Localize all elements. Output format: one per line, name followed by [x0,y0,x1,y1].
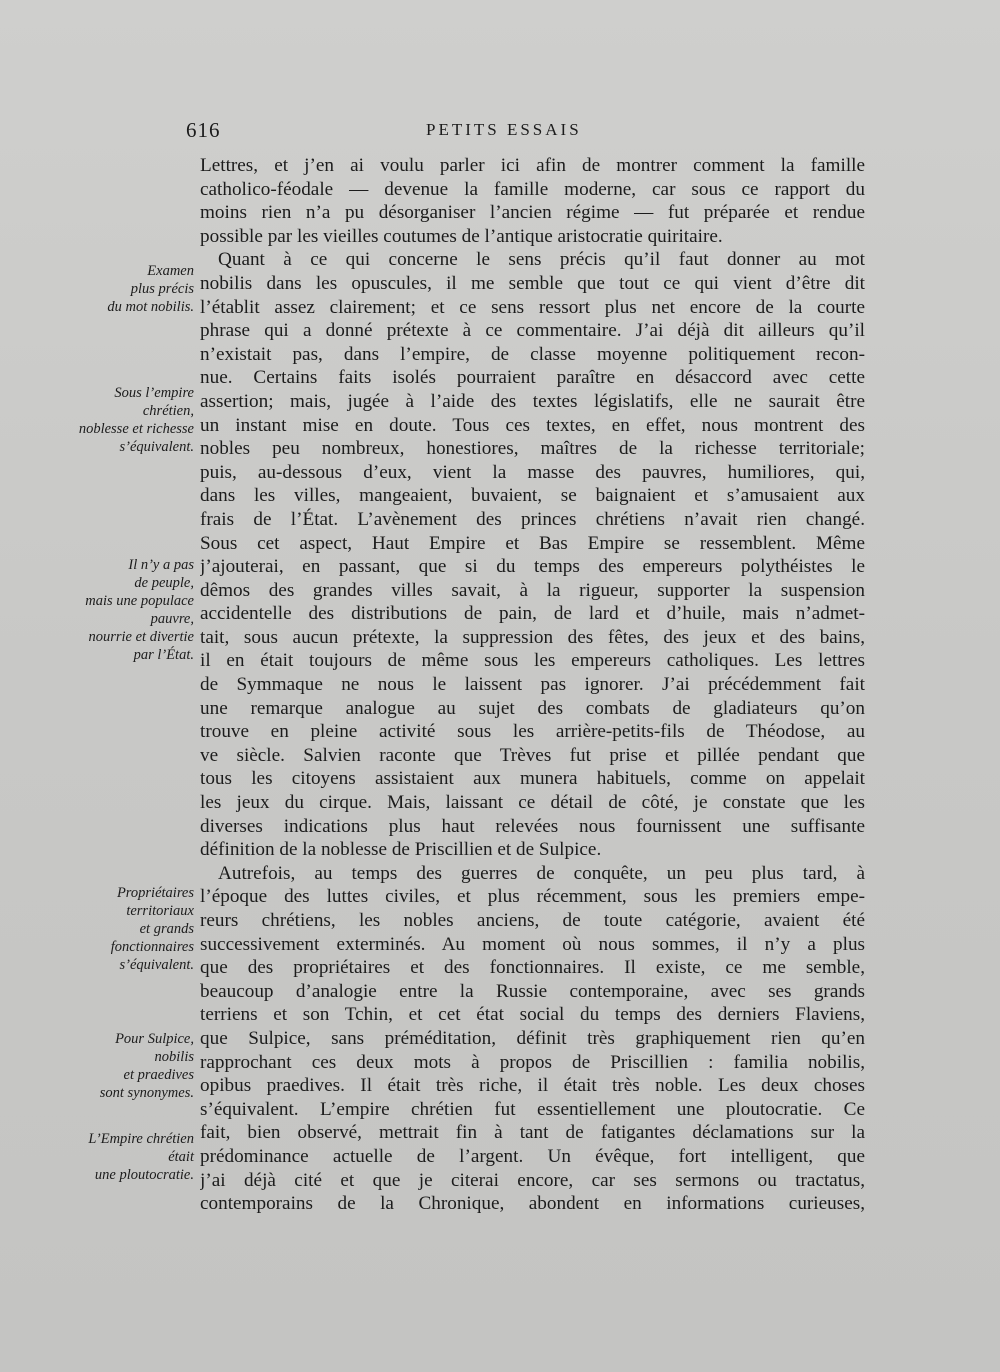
sidenote-line: et grands [139,921,194,937]
text-line: s’équivalent. L’empire chrétien fut essentiellement une ploutocratie. Ce [200,1098,865,1120]
sidenote-proprietaires [58,884,194,974]
text-line: Lettres, et j’en ai voulu parler ici afin de montrer comment la famille [200,155,865,176]
text-line: terriens et son Tchin, et cet état social du temps des derniers Flaviens, [200,1004,865,1026]
sidenote-line: et praedives [123,1067,194,1083]
text-line: trouve en pleine activité sous les arrière-petits-fils de Théodose, au [200,721,865,743]
text-line: l’établit assez clairement; et ce sens ressort plus net encore de la courte [200,296,865,318]
text-line: les jeux du cirque. Mais, laissant ce détail de côté, je constate que les [200,792,865,814]
sidenote-line: par l’État. [133,647,194,663]
sidenote-line: plus précis [130,281,194,297]
text-line: phrase qui a donné prétexte à ce commentaire. J’ai déjà dit ailleurs qu’il [200,320,865,342]
body-text [200,154,865,1216]
running-head [186,118,866,148]
text-line: contemporains de la Chronique, abondent en informations curieuses, [200,1193,865,1215]
sidenote-line: noblesse et richesse [78,421,194,437]
text-line: Quant à ce qui concerne le sens précis qu’il faut donner au mot [218,249,865,271]
sidenote-line: nobilis [154,1049,194,1065]
text-line: beaucoup d’analogie entre la Russie contemporaine, avec ses grands [200,980,865,1002]
text-line: moins rien n’a pu désorganiser l’ancien régime — fut préparée et rendue [200,202,865,224]
text-line: frais de l’État. L’avènement des princes chrétiens n’avait rien changé. [200,508,865,530]
text-line: que Sulpice, sans préméditation, définit très graphiquement rien qu’en [200,1027,865,1049]
text-line: il en était toujours de même sous les empereurs catholiques. Les lettres [200,650,865,672]
sidenote-sulpice [58,1030,194,1102]
sidenote-line: Examen [147,263,194,279]
text-line: puis, au-dessous d’eux, vient la masse des pauvres, humiliores, qui, [200,461,865,483]
text-line: l’époque des luttes civiles, et plus récemment, sous les premiers empe- [200,886,865,908]
text-line: que des propriétaires et des fonctionnaires. Il existe, ce me semble, [200,957,865,979]
sidenote-populace [58,556,194,664]
sidenote-line: chrétien, [142,403,194,419]
sidenote-line: était [168,1149,194,1165]
text-line: dans les villes, mangeaient, buvaient, se baignaient et s’amusaient aux [200,485,865,507]
text-line: successivement exterminés. Au moment où nous sommes, il n’y a plus [200,933,865,955]
text-line: prédominance actuelle de l’argent. Un évêque, fort intelligent, que [200,1145,865,1167]
sidenote-line: s’équivalent. [119,439,194,455]
sidenote-noblesse-richesse [58,384,194,456]
text-line: n’existait pas, dans l’empire, de classe moyenne politiquement recon- [200,343,865,365]
sidenote-line: fonctionnaires [110,939,194,955]
text-line: possible par les vieilles coutumes de l’antique aristocratie quiritaire. [200,225,723,247]
text-line: une remarque analogue au sujet des combats de gladiateurs qu’on [200,697,865,719]
sidenote-line: de peuple, [134,575,194,591]
sidenote-line: territoriaux [126,903,194,919]
text-line: de Symmaque ne nous le laissent pas ignorer. J’ai précédemment fait [200,674,865,696]
text-line: ve siècle. Salvien raconte que Trèves fut prise et pillée pendant que [200,744,865,766]
text-line: opibus praedives. Il était très riche, il était très noble. Les deux choses [200,1075,865,1097]
sidenote-line: Pour Sulpice, [115,1031,194,1047]
running-title: PETITS ESSAIS [426,120,582,139]
text-line: nobles peu nombreux, honestiores, maîtres de la richesse territoriale; [200,438,865,460]
sidenote-line: L’Empire chrétien [88,1131,194,1147]
page-number: 616 [186,118,221,142]
sidenote-line: pauvre, [150,611,194,627]
text-line: reurs chrétiens, les nobles anciens, de toute catégorie, avaient été [200,910,865,931]
sidenote-line: Sous l’empire [114,385,194,401]
text-line: fait, bien observé, mettrait fin à tant de fatigantes déclamations sur la [200,1122,865,1144]
text-line: diverses indications plus haut relevées nous fournissent une suffisante [200,815,865,837]
sidenote-line: Il n’y a pas [128,557,194,573]
text-line: assertion; mais, jugée à l’aide des textes législatifs, elle ne saurait être [200,390,865,412]
text-line: nue. Certains faits isolés pourraient paraître en désaccord avec cette [200,367,865,389]
text-line: j’ai déjà cité et que je citerai encore, car ses sermons ou tractatus, [200,1169,865,1191]
text-line: catholico-féodale — devenue la famille moderne, car sous ce rapport du [200,178,865,200]
text-line: Sous cet aspect, Haut Empire et Bas Empire se ressemblent. Même [200,532,865,554]
sidenote-line: nourrie et divertie [88,629,194,645]
sidenote-ploutocratie [58,1130,194,1184]
text-line: nobilis dans les opuscules, il me semble que tout ce qui vient d’être dit [200,272,865,294]
text-line: Autrefois, au temps des guerres de conquête, un peu plus tard, à [218,862,865,884]
text-line: tait, sous aucun prétexte, la suppression des fêtes, des jeux et des bains, [200,626,865,648]
text-line: dêmos des grandes villes savait, à la rigueur, supporter la suspension [200,579,865,601]
sidenote-line: du mot nobilis. [107,299,194,315]
sidenote-examen [58,262,194,316]
text-line: accidentelle des distributions de pain, de lard et d’huile, mais n’admet- [200,603,865,625]
sidenote-line: une ploutocratie. [94,1167,194,1183]
text-line: j’ajouterai, en passant, que si du temps des empereurs polythéistes le [200,556,865,578]
text-line: rapprochant ces deux mots à propos de Priscillien : familia nobilis, [200,1051,865,1073]
text-line: définition de la noblesse de Priscillien et de Sulpice. [200,839,602,861]
text-line: un instant mise en doute. Tous ces textes, en effet, nous montrent des [200,414,865,436]
sidenote-line: s’équivalent. [119,957,194,973]
sidenote-line: sont synonymes. [99,1085,194,1101]
sidenote-line: Propriétaires [116,885,194,901]
text-line: tous les citoyens assistaient aux munera habituels, comme on appelait [200,768,865,790]
sidenote-line: mais une populace [85,593,194,609]
